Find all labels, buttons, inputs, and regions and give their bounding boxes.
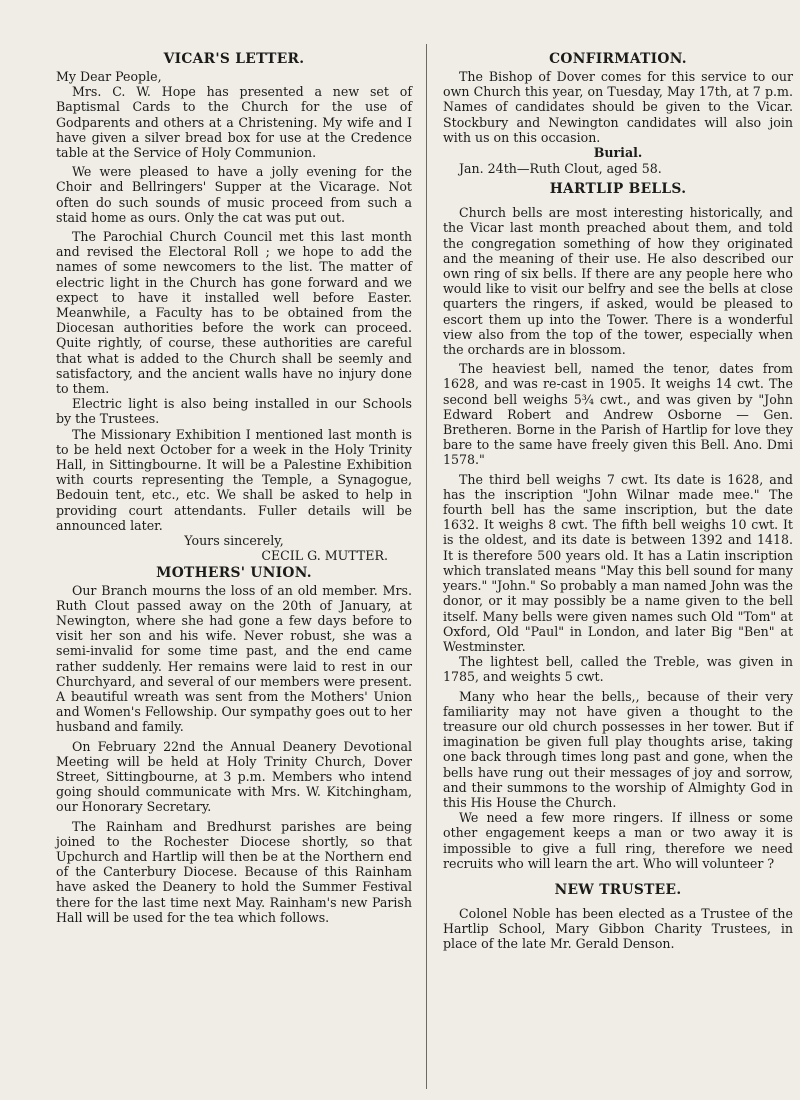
burial-heading: Burial. bbox=[593, 145, 643, 161]
closing-line: Yours sincerely, bbox=[184, 533, 284, 549]
right-column bbox=[443, 50, 793, 952]
mothers-paragraph-3: The Rainham and Bredhurst parishes are being joined to the Rochester Diocese shortly, so that Upchurch and Hartlip will then be at the Northern end of the Canterbury Diocese. Because of this Rainham have asked the Deanery to hold the Summer Festival there for the last time next May. Rainham's new Parish Hall will be used for the tea which follows. bbox=[56, 818, 412, 925]
salutation: My Dear People, bbox=[56, 69, 162, 84]
vicars-letter-heading: VICAR'S LETTER. bbox=[163, 51, 305, 67]
column-divider bbox=[426, 44, 427, 1089]
vicar-paragraph-5: The Missionary Exhibition I mentioned last month is to be held next October for a week in the Holy Trinity Hall, in Sittingbourne. It will be a Palestine Exhibition with courts representing the Temple, a Synagogue, Bedouin tent, etc., etc. We shall be asked to help in providing court attendants. Fuller details will be announced later. bbox=[56, 426, 412, 533]
vicar-paragraph-2: We were pleased to have a jolly evening for the Choir and Bellringers' Supper at the Vicarage. Not often do such sounds of music proceed from such a staid home as ours. Only the cat was put out. bbox=[56, 164, 412, 225]
bells-paragraph-6: We need a few more ringers. If illness or some other engagement keeps a man or two away it is impossible to give a full ring, therefore we need recruits who will learn the art. Who will volunteer ? bbox=[443, 810, 793, 871]
burial-text: Jan. 24th—Ruth Clout, aged 58. bbox=[459, 161, 662, 177]
mothers-union-heading: MOTHERS' UNION. bbox=[156, 564, 312, 581]
new-trustee-heading: NEW TRUSTEE. bbox=[554, 881, 682, 898]
confirmation-text: The Bishop of Dover comes for this service to our own Church this year, on Tuesday, May 17th, at 7 p.m. Names of candidates should be given to the Vicar. Stockbury and Newington candidates will also join with us on this occasion. bbox=[443, 69, 793, 145]
bells-paragraph-2: The heaviest bell, named the tenor, dates from 1628, and was re-cast in 1905. It weighs 14 cwt. The second bell weighs 5¾ cwt., and was given by "John Edward Robert and Andrew Osborne — Gen. Bretheren. Borne in the Parish of Hartlip for love they bare to the same have freely given this Bell. Ano. Dmi 1578." bbox=[443, 361, 793, 468]
bells-paragraph-5: Many who hear the bells,, because of their very familiarity may not have given a thought to the treasure our old church possesses in her tower. But if imagination be given full play thoughts arise, taking one back through times long past and gone, when the bells have rung out their messages of joy and sorrow, and their summons to the worship of Almighty God in this His House the Church. bbox=[443, 688, 793, 810]
vicar-paragraph-3: The Parochial Church Council met this last month and revised the Electoral Roll ; we hope to add the names of some newcomers to the list. The matter of electric light in the Church has gone forward and we expect to have it installed well before Easter. Meanwhile, a Faculty has to be obtained from the Diocesan authorities before the work can proceed. Quite rightly, of course, these authorities are careful that what is added to the Church shall be seemly and satisfactory, and the ancient walls have no injury done to them. bbox=[56, 229, 412, 397]
confirmation-heading: CONFIRMATION. bbox=[549, 51, 687, 67]
mothers-paragraph-2: On February 22nd the Annual Deanery Devotional Meeting will be held at Holy Trinity Church, Dover Street, Sittingbourne, at 3 p.m. Members who intend going should communicate with Mrs. W. Kitchingham, our Honorary Secretary. bbox=[56, 738, 412, 815]
mothers-paragraph-1: Our Branch mourns the loss of an old member. Mrs. Ruth Clout passed away on the 20th of January, at Newington, where she had gone a few days before to visit her son and his wife. Never robust, she was a semi-invalid for some time past, and the end came rather suddenly. Her remains were laid to rest in our Churchyard, and several of our members were present. A beautiful wreath was sent from the Mothers' Union and Women's Fellowship. Our sympathy goes out to her husband and family. bbox=[56, 582, 412, 735]
vicar-paragraph-1: Mrs. C. W. Hope has presented a new set of Baptismal Cards to the Church for the use of Godparents and others at a Christening. My wife and I have given a silver bread box for use at the Credence table at the Service of Holy Communion. bbox=[56, 84, 412, 161]
hartlip-bells-heading: HARTLIP BELLS. bbox=[549, 181, 687, 198]
trustee-text: Colonel Noble has been elected as a Trustee of the Hartlip School, Mary Gibbon Charity Trustees, in place of the late Mr. Gerald Denson. bbox=[443, 905, 793, 952]
bells-paragraph-1: Church bells are most interesting historically, and the Vicar last month preached about them, and told the congregation something of how they originated and the meaning of their use. He also described our own ring of six bells. If there are any people here who would like to visit our belfry and see the bells at close quarters the ringers, if asked, would be pleased to escort them up into the Tower. There is a wonderful view also from the top of the tower, especially when the orchards are in blossom. bbox=[443, 205, 793, 358]
vicar-paragraph-4: Electric light is also being installed in our Schools by the Trustees. bbox=[56, 396, 412, 427]
left-column bbox=[56, 50, 412, 925]
bells-paragraph-3: The third bell weighs 7 cwt. Its date is 1628, and has the inscription "John Wilnar made mee." The fourth bell has the same inscription, but the date 1632. It weighs 8 cwt. The fifth bell weighs 10 cwt. It is the oldest, and its date is between 1392 and 1418. It is therefore 500 years old. It has a Latin inscription which translated means "May this bell sound for many years." "John." So probably a man named John was the donor, or it may possibly be a name given to the bell itself. Many bells were given names such Old "Tom" at Oxford, Old "Paul" in London, and later Big "Ben" at Westminster. bbox=[443, 471, 793, 654]
bells-paragraph-4: The lightest bell, called the Treble, was given in 1785, and weights 5 cwt. bbox=[443, 654, 793, 685]
signature: CECIL G. MUTTER. bbox=[261, 548, 388, 564]
